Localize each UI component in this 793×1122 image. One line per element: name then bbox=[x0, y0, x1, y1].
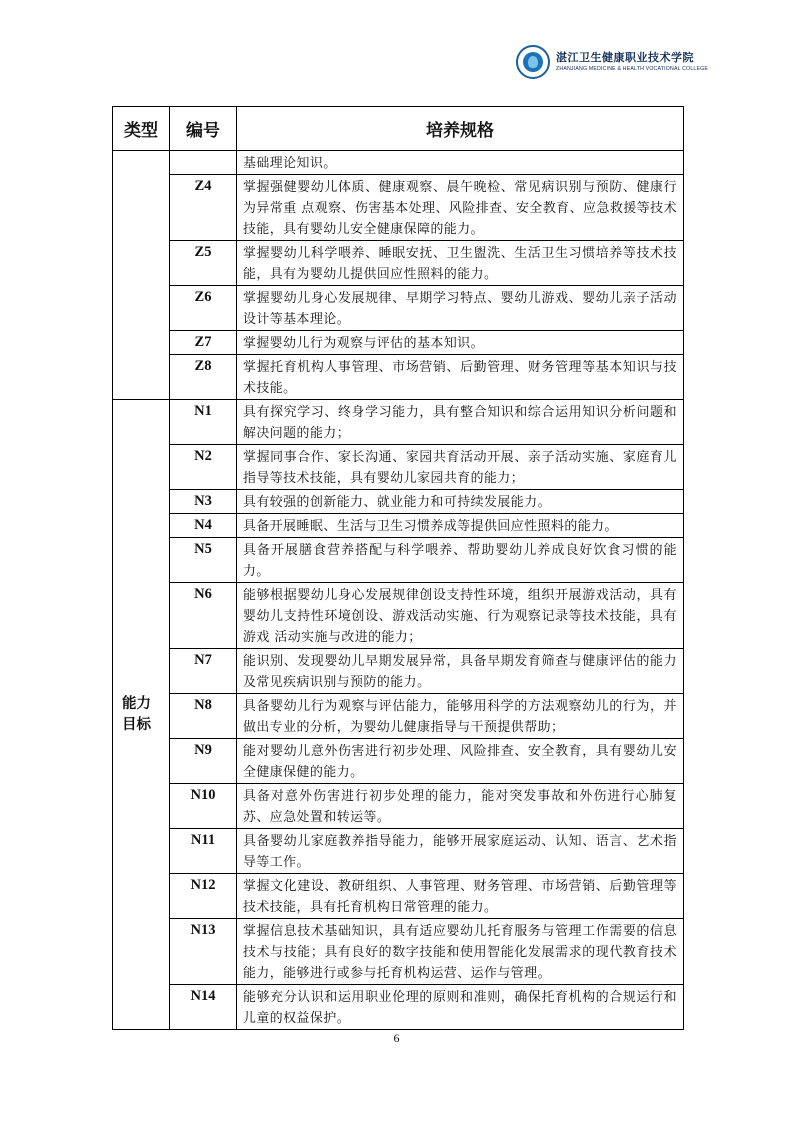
code-cell: N12 bbox=[170, 874, 237, 919]
table-row bbox=[113, 241, 684, 286]
code-cell: N9 bbox=[170, 739, 237, 784]
spec-cell: 基础理论知识。 bbox=[237, 151, 684, 175]
spec-cell: 能对婴幼儿意外伤害进行初步处理、风险排查、安全教育，具有婴幼儿安全健康保健的能力。 bbox=[237, 739, 684, 784]
table-row bbox=[113, 649, 684, 694]
table-row bbox=[113, 151, 684, 175]
spec-cell: 具备开展膳食营养搭配与科学喂养、帮助婴幼儿养成良好饮食习惯的能力。 bbox=[237, 538, 684, 583]
code-cell: Z5 bbox=[170, 241, 237, 286]
logo-chinese-name: 湛江卫生健康职业技术学院 bbox=[556, 50, 694, 64]
spec-cell: 具有探究学习、终身学习能力，具有整合知识和综合运用知识分析问题和解决问题的能力； bbox=[237, 400, 684, 445]
spec-cell: 掌握强健婴幼儿体质、健康观察、晨午晚检、常见病识别与预防、健康行为异常重 点观察、伤害基本处理、风险排查、安全教育、应急救援等技术技能，具有婴幼儿安全健康保障的能力。 bbox=[237, 175, 684, 241]
table-header-row bbox=[113, 107, 684, 151]
table-row bbox=[113, 784, 684, 829]
table-row bbox=[113, 355, 684, 400]
spec-cell: 能够根据婴幼儿身心发展规律创设支持性环境，组织开展游戏活动，具有婴幼儿支持性环境创设、游戏活动实施、行为观察记录等技术技能，具有游戏 活动实施与改进的能力； bbox=[237, 583, 684, 649]
table-row bbox=[113, 829, 684, 874]
table-row bbox=[113, 286, 684, 331]
category-knowledge-cell bbox=[113, 151, 170, 400]
spec-cell: 掌握婴幼儿科学喂养、睡眠安抚、卫生盥洗、生活卫生习惯培养等技术技能，具有为婴幼儿提供回应性照料的能力。 bbox=[237, 241, 684, 286]
header-code: 编号 bbox=[170, 107, 237, 151]
table-row bbox=[113, 490, 684, 514]
table-row bbox=[113, 175, 684, 241]
table-row bbox=[113, 445, 684, 490]
spec-cell: 具备开展睡眠、生活与卫生习惯养成等提供回应性照料的能力。 bbox=[237, 514, 684, 538]
spec-cell: 具有较强的创新能力、就业能力和可持续发展能力。 bbox=[237, 490, 684, 514]
table-row bbox=[113, 739, 684, 784]
code-cell: Z8 bbox=[170, 355, 237, 400]
table-row bbox=[113, 583, 684, 649]
table-row bbox=[113, 538, 684, 583]
spec-cell: 掌握文化建设、教研组织、人事管理、财务管理、市场营销、后勤管理等技术技能，具有托育机构日常管理的能力。 bbox=[237, 874, 684, 919]
spec-cell: 掌握同事合作、家长沟通、家园共育活动开展、亲子活动实施、家庭育儿指导等技术技能，具有婴幼儿家园共育的能力； bbox=[237, 445, 684, 490]
code-cell: N8 bbox=[170, 694, 237, 739]
table-row bbox=[113, 331, 684, 355]
code-cell: N10 bbox=[170, 784, 237, 829]
code-cell: N1 bbox=[170, 400, 237, 445]
code-cell: Z4 bbox=[170, 175, 237, 241]
table-row bbox=[113, 400, 684, 445]
spec-cell: 掌握婴幼儿身心发展规律、早期学习特点、婴幼儿游戏、婴幼儿亲子活动设计等基本理论。 bbox=[237, 286, 684, 331]
category-ability-cell: 能力 目标 bbox=[113, 400, 170, 1030]
code-cell: N4 bbox=[170, 514, 237, 538]
code-cell: N14 bbox=[170, 985, 237, 1030]
college-logo-text bbox=[556, 52, 708, 72]
college-emblem-icon bbox=[516, 45, 550, 79]
table-row bbox=[113, 694, 684, 739]
code-cell: N5 bbox=[170, 538, 237, 583]
code-cell: Z7 bbox=[170, 331, 237, 355]
spec-cell: 掌握托育机构人事管理、市场营销、后勤管理、财务管理等基本知识与技术技能。 bbox=[237, 355, 684, 400]
code-cell: N11 bbox=[170, 829, 237, 874]
code-cell: N7 bbox=[170, 649, 237, 694]
page-number: 6 bbox=[393, 1031, 400, 1045]
spec-cell: 具备婴幼儿家庭教养指导能力，能够开展家庭运动、认知、语言、艺术指导等工作。 bbox=[237, 829, 684, 874]
spec-cell: 能够充分认识和运用职业伦理的原则和准则，确保托育机构的合规运行和儿童的权益保护。 bbox=[237, 985, 684, 1030]
spec-cell: 掌握婴幼儿行为观察与评估的基本知识。 bbox=[237, 331, 684, 355]
code-cell bbox=[170, 151, 237, 175]
header-spec: 培养规格 bbox=[237, 107, 684, 151]
header-type: 类型 bbox=[113, 107, 170, 151]
training-spec-table bbox=[112, 106, 684, 1030]
code-cell: N13 bbox=[170, 919, 237, 985]
spec-cell: 具备婴幼儿行为观察与评估能力，能够用科学的方法观察幼儿的行为，并做出专业的分析，为婴幼儿健康指导与干预提供帮助； bbox=[237, 694, 684, 739]
logo-english-name: ZHANJIANG MEDICINE & HEALTH VOCATIONAL COLLEGE bbox=[556, 65, 709, 72]
code-cell: N3 bbox=[170, 490, 237, 514]
table-row bbox=[113, 919, 684, 985]
spec-cell: 能识别、发现婴幼儿早期发展异常，具备早期发育筛查与健康评估的能力及常见疾病识别与预防的能力。 bbox=[237, 649, 684, 694]
spec-cell: 掌握信息技术基础知识，具有适应婴幼儿托育服务与管理工作需要的信息技术与技能；具有良好的数字技能和使用智能化发展需求的现代教育技术能力，能够进行或参与托育机构运营、运作与管理。 bbox=[237, 919, 684, 985]
table-row bbox=[113, 874, 684, 919]
college-logo bbox=[516, 44, 709, 80]
code-cell: N6 bbox=[170, 583, 237, 649]
spec-cell: 具备对意外伤害进行初步处理的能力，能对突发事故和外伤进行心肺复苏、应急处置和转运等。 bbox=[237, 784, 684, 829]
table-row bbox=[113, 514, 684, 538]
table-row bbox=[113, 985, 684, 1030]
code-cell: Z6 bbox=[170, 286, 237, 331]
code-cell: N2 bbox=[170, 445, 237, 490]
